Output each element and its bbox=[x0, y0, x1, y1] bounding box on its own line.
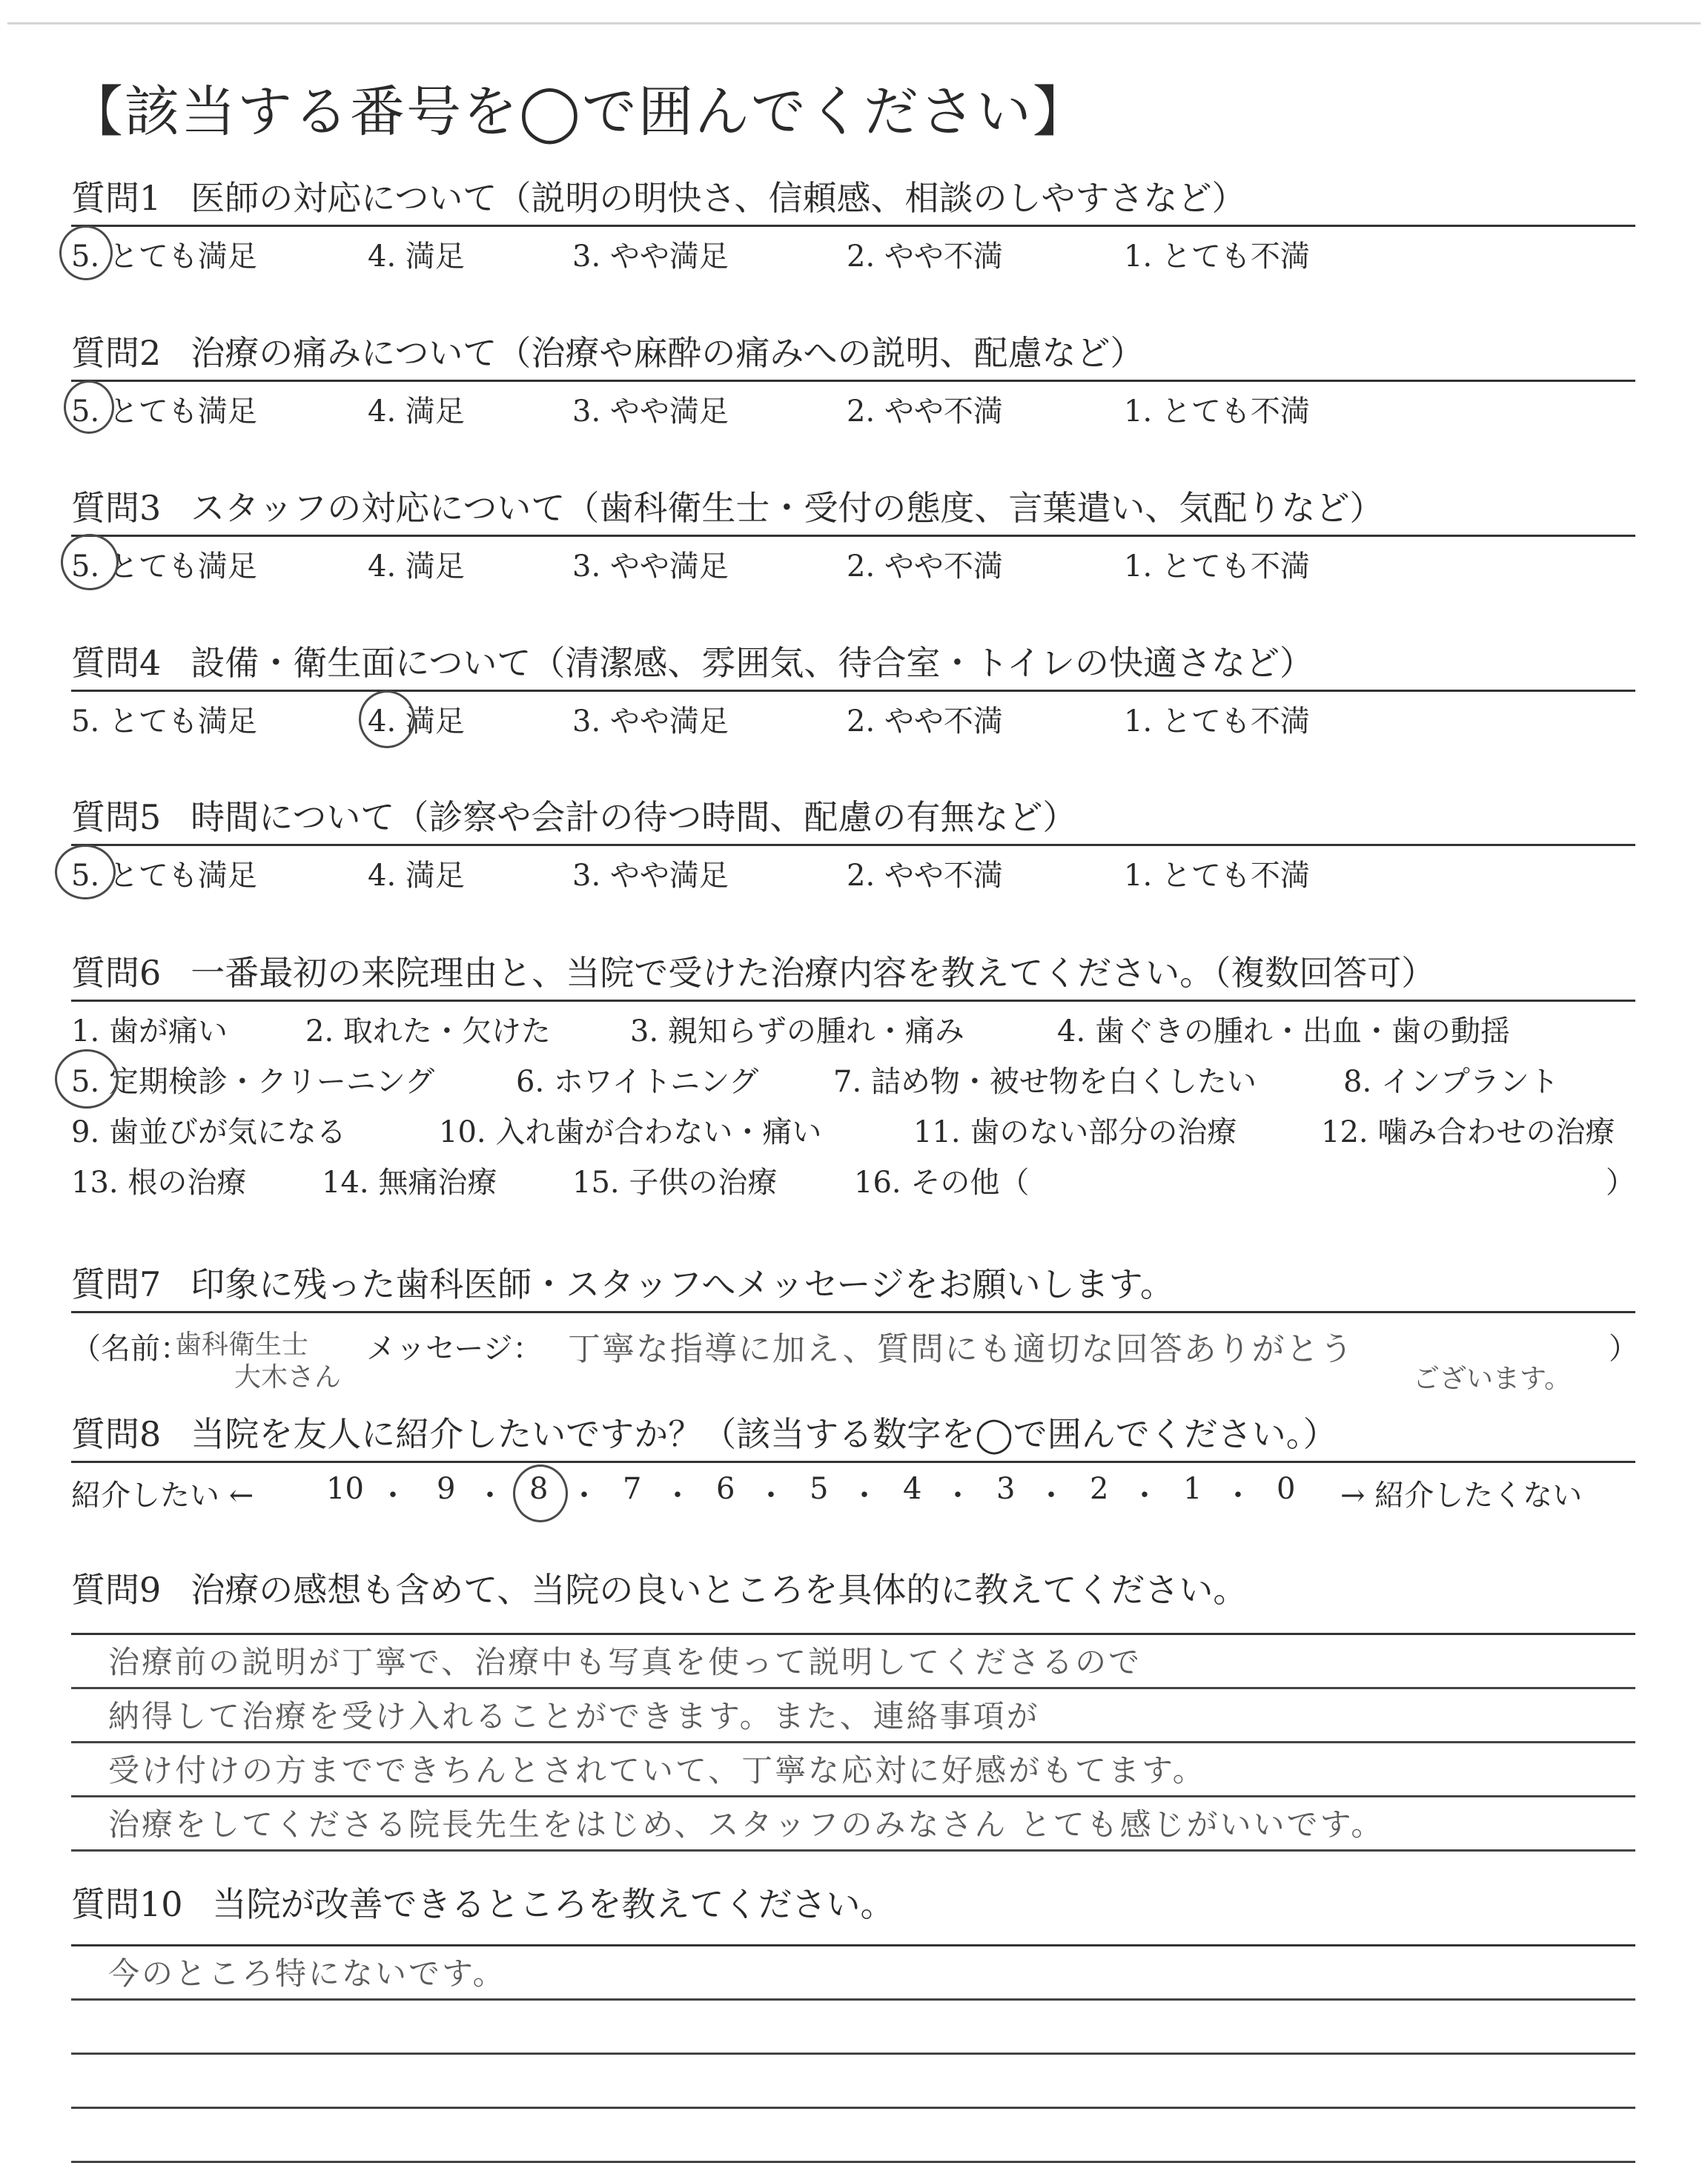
scale-dot: ・ bbox=[943, 1479, 973, 1513]
rating-options bbox=[71, 233, 1635, 279]
option-4[interactable]: 4. 満足 bbox=[368, 549, 465, 584]
name-value-2[interactable]: 大木さん bbox=[234, 1362, 342, 1393]
answer-line[interactable] bbox=[71, 1689, 1635, 1743]
question-rule bbox=[71, 690, 1635, 692]
question-1 bbox=[71, 174, 1635, 279]
question-2 bbox=[71, 329, 1635, 434]
answer-line[interactable] bbox=[71, 1743, 1635, 1797]
question-text: 当院が改善できるところを教えてください。 bbox=[212, 1884, 895, 1924]
question-5 bbox=[71, 793, 1635, 898]
reason-9[interactable]: 9. 歯並びが気になる bbox=[71, 1115, 346, 1149]
scale-dot: ・ bbox=[569, 1479, 599, 1513]
question-text: スタッフの対応について（歯科衛生士・受付の態度、言葉遣い、気配りなど） bbox=[191, 488, 1384, 528]
question-title bbox=[71, 1880, 1635, 1928]
option-4[interactable]: 4. 満足 bbox=[368, 859, 465, 893]
option-2[interactable]: 2. やや不満 bbox=[847, 704, 1003, 739]
question-8 bbox=[71, 1410, 1635, 1531]
question-text: 設備・衛生面について（清潔感、雰囲気、待合室・トイレの快適さなど） bbox=[191, 643, 1314, 683]
reason-14[interactable]: 14. 無痛治療 bbox=[322, 1166, 497, 1200]
option-4[interactable]: 4. 満足 bbox=[368, 394, 465, 429]
answer-circle bbox=[359, 690, 415, 748]
scale-dot: ・ bbox=[378, 1479, 408, 1513]
question-rule bbox=[71, 844, 1635, 846]
question-number: 質問3 bbox=[71, 488, 162, 528]
answer-text: 受け付けの方までできちんとされていて、丁寧な応対に好感がもてます。 bbox=[108, 1752, 1206, 1789]
option-5[interactable]: 5. とても満足 bbox=[71, 240, 257, 274]
name-label: （名前： bbox=[71, 1332, 190, 1366]
scale-dot: ・ bbox=[1130, 1479, 1159, 1513]
question-rule bbox=[71, 225, 1635, 227]
option-1[interactable]: 1. とても不満 bbox=[1124, 704, 1310, 739]
question-title bbox=[71, 174, 1635, 222]
scale-dot: ・ bbox=[850, 1479, 879, 1513]
option-2[interactable]: 2. やや不満 bbox=[847, 549, 1003, 584]
question-text: 時間について（診察や会計の待つ時間、配慮の有無など） bbox=[191, 797, 1077, 837]
question-title bbox=[71, 639, 1635, 687]
reason-2[interactable]: 2. 取れた・欠けた bbox=[305, 1014, 551, 1049]
option-2[interactable]: 2. やや不満 bbox=[847, 394, 1003, 429]
scale-7[interactable]: 7 bbox=[623, 1472, 642, 1506]
answer-text: 治療をしてくださる院長先生をはじめ、スタッフのみなさん とても感じがいいです。 bbox=[108, 1806, 1385, 1843]
option-1[interactable]: 1. とても不満 bbox=[1124, 859, 1310, 893]
question-number: 質問4 bbox=[71, 643, 162, 683]
answer-circle bbox=[61, 534, 119, 590]
reason-7[interactable]: 7. 詰め物・被せ物を白くしたい bbox=[833, 1065, 1257, 1099]
scale-right-label: → 紹介したくない bbox=[1340, 1479, 1583, 1513]
answer-line[interactable] bbox=[71, 1946, 1635, 2001]
scale-2[interactable]: 2 bbox=[1090, 1472, 1109, 1506]
scale-dot: ・ bbox=[756, 1479, 786, 1513]
scale-dot: ・ bbox=[475, 1479, 505, 1513]
reason-row-2 bbox=[71, 1058, 1635, 1104]
question-7 bbox=[71, 1261, 1638, 1394]
question-number: 質問2 bbox=[71, 333, 162, 373]
option-3[interactable]: 3. やや満足 bbox=[572, 240, 729, 274]
page-header: 【該当する番号を◯で囲んでください】 bbox=[68, 80, 1089, 144]
option-1[interactable]: 1. とても不満 bbox=[1124, 549, 1310, 584]
name-value-1[interactable]: 歯科衛生士 bbox=[175, 1330, 309, 1360]
rating-options bbox=[71, 543, 1635, 589]
other-close-paren: ） bbox=[1606, 1166, 1635, 1200]
question-rule bbox=[71, 1000, 1635, 1002]
answer-circle bbox=[513, 1464, 568, 1522]
option-4[interactable]: 4. 満足 bbox=[368, 240, 465, 274]
scale-dot: ・ bbox=[663, 1479, 692, 1513]
question-number: 質問9 bbox=[71, 1570, 162, 1610]
option-5[interactable]: 5. とても満足 bbox=[71, 549, 257, 584]
option-3[interactable]: 3. やや満足 bbox=[572, 704, 729, 739]
answer-text: 治療前の説明が丁寧で、治療中も写真を使って説明してくださるので bbox=[108, 1644, 1142, 1680]
question-title bbox=[71, 949, 1635, 997]
question-number: 質問8 bbox=[71, 1414, 162, 1454]
scan-edge bbox=[7, 22, 1701, 24]
reason-row-4 bbox=[71, 1159, 1635, 1205]
question-rule bbox=[71, 535, 1635, 537]
reason-row-3 bbox=[71, 1109, 1635, 1155]
scale-1[interactable]: 1 bbox=[1183, 1472, 1202, 1506]
question-rule bbox=[71, 380, 1635, 382]
reason-10[interactable]: 10. 入れ歯が合わない・痛い bbox=[439, 1115, 822, 1149]
reason-6[interactable]: 6. ホワイトニング bbox=[516, 1065, 759, 1099]
answer-line[interactable] bbox=[71, 2055, 1635, 2109]
question-text: 印象に残った歯科医師・スタッフへメッセージをお願いします。 bbox=[191, 1264, 1174, 1304]
reason-1[interactable]: 1. 歯が痛い bbox=[71, 1014, 228, 1049]
answer-line[interactable] bbox=[71, 2109, 1635, 2163]
question-title bbox=[71, 793, 1635, 841]
option-3[interactable]: 3. やや満足 bbox=[572, 859, 729, 893]
option-5[interactable]: 5. とても満足 bbox=[71, 394, 257, 429]
answer-circle bbox=[55, 1049, 119, 1109]
scale-3[interactable]: 3 bbox=[996, 1472, 1016, 1506]
scale-dot: ・ bbox=[1036, 1479, 1066, 1513]
scale-10[interactable]: 10 bbox=[326, 1472, 364, 1506]
option-5[interactable]: 5. とても満足 bbox=[71, 704, 257, 739]
question-4 bbox=[71, 639, 1635, 744]
scale-dot: ・ bbox=[1223, 1479, 1253, 1513]
scale-left-label: 紹介したい ← bbox=[71, 1479, 254, 1513]
reason-5[interactable]: 5. 定期検診・クリーニング bbox=[71, 1065, 435, 1099]
reason-16[interactable]: 16. その他（ bbox=[854, 1166, 1030, 1200]
option-2[interactable]: 2. やや不満 bbox=[847, 859, 1003, 893]
option-1[interactable]: 1. とても不満 bbox=[1124, 240, 1310, 274]
option-3[interactable]: 3. やや満足 bbox=[572, 394, 729, 429]
answer-line[interactable] bbox=[71, 1635, 1635, 1689]
scale-5[interactable]: 5 bbox=[810, 1472, 829, 1506]
answer-line[interactable] bbox=[71, 2001, 1635, 2055]
reason-4[interactable]: 4. 歯ぐきの腫れ・出血・歯の動揺 bbox=[1057, 1014, 1510, 1049]
option-3[interactable]: 3. やや満足 bbox=[572, 549, 729, 584]
message-value-2[interactable]: ございます。 bbox=[1413, 1364, 1572, 1394]
reason-8[interactable]: 8. インプラント bbox=[1343, 1065, 1559, 1099]
scale-4[interactable]: 4 bbox=[903, 1472, 922, 1506]
recommend-scale bbox=[71, 1472, 1635, 1531]
question-6 bbox=[71, 949, 1635, 1205]
message-label: メッセージ： bbox=[366, 1332, 543, 1366]
question-3 bbox=[71, 484, 1635, 589]
answer-line[interactable] bbox=[71, 1797, 1635, 1852]
reason-11[interactable]: 11. 歯のない部分の治療 bbox=[913, 1115, 1237, 1149]
question-title bbox=[71, 1261, 1635, 1308]
scale-8[interactable]: 8 bbox=[529, 1472, 549, 1506]
question-9 bbox=[71, 1566, 1635, 1852]
question-title bbox=[71, 1410, 1635, 1458]
reason-3[interactable]: 3. 親知らずの腫れ・痛み bbox=[630, 1014, 964, 1049]
answer-text: 今のところ特にないです。 bbox=[108, 1955, 506, 1992]
question-rule bbox=[71, 1461, 1635, 1463]
scale-9[interactable]: 9 bbox=[437, 1472, 456, 1506]
message-row bbox=[71, 1313, 1638, 1394]
question-10 bbox=[71, 1880, 1635, 2163]
question-title bbox=[71, 484, 1635, 532]
question-number: 質問10 bbox=[71, 1884, 183, 1924]
question-number: 質問6 bbox=[71, 953, 162, 993]
question-title bbox=[71, 329, 1635, 377]
scale-0[interactable]: 0 bbox=[1277, 1472, 1296, 1506]
question-title bbox=[71, 1566, 1635, 1614]
answer-text: 納得して治療を受け入れることができます。また、連絡事項が bbox=[108, 1698, 1040, 1734]
message-value-1[interactable]: 丁寧な指導に加え、質問にも適切な回答ありがとう bbox=[568, 1330, 1354, 1368]
question-text: 当院を友人に紹介したいですか？（該当する数字を◯で囲んでください。） bbox=[191, 1414, 1337, 1454]
question-number: 質問5 bbox=[71, 797, 162, 837]
message-close-paren: ） bbox=[1609, 1332, 1638, 1366]
option-4[interactable]: 4. 満足 bbox=[368, 704, 465, 739]
reason-row-1 bbox=[71, 1008, 1635, 1054]
reason-15[interactable]: 15. 子供の治療 bbox=[572, 1166, 778, 1200]
scale-6[interactable]: 6 bbox=[716, 1472, 735, 1506]
answer-circle bbox=[59, 225, 113, 280]
answer-circle bbox=[55, 845, 116, 899]
question-text: 治療の感想も含めて、当院の良いところを具体的に教えてください。 bbox=[191, 1570, 1248, 1610]
reason-13[interactable]: 13. 根の治療 bbox=[71, 1166, 247, 1200]
rating-options bbox=[71, 698, 1635, 744]
question-text: 医師の対応について（説明の明快さ、信頼感、相談のしやすさなど） bbox=[191, 178, 1246, 218]
rating-options bbox=[71, 852, 1635, 898]
option-5[interactable]: 5. とても満足 bbox=[71, 859, 257, 893]
answer-circle bbox=[64, 380, 114, 434]
rating-options bbox=[71, 388, 1635, 434]
option-2[interactable]: 2. やや不満 bbox=[847, 240, 1003, 274]
reason-12[interactable]: 12. 噛み合わせの治療 bbox=[1321, 1115, 1615, 1149]
question-text: 治療の痛みについて（治療や麻酔の痛みへの説明、配慮など） bbox=[191, 333, 1145, 373]
question-number: 質問1 bbox=[71, 178, 162, 218]
question-text: 一番最初の来院理由と、当院で受けた治療内容を教えてください。（複数回答可） bbox=[191, 953, 1436, 993]
option-1[interactable]: 1. とても不満 bbox=[1124, 394, 1310, 429]
question-number: 質問7 bbox=[71, 1264, 162, 1304]
